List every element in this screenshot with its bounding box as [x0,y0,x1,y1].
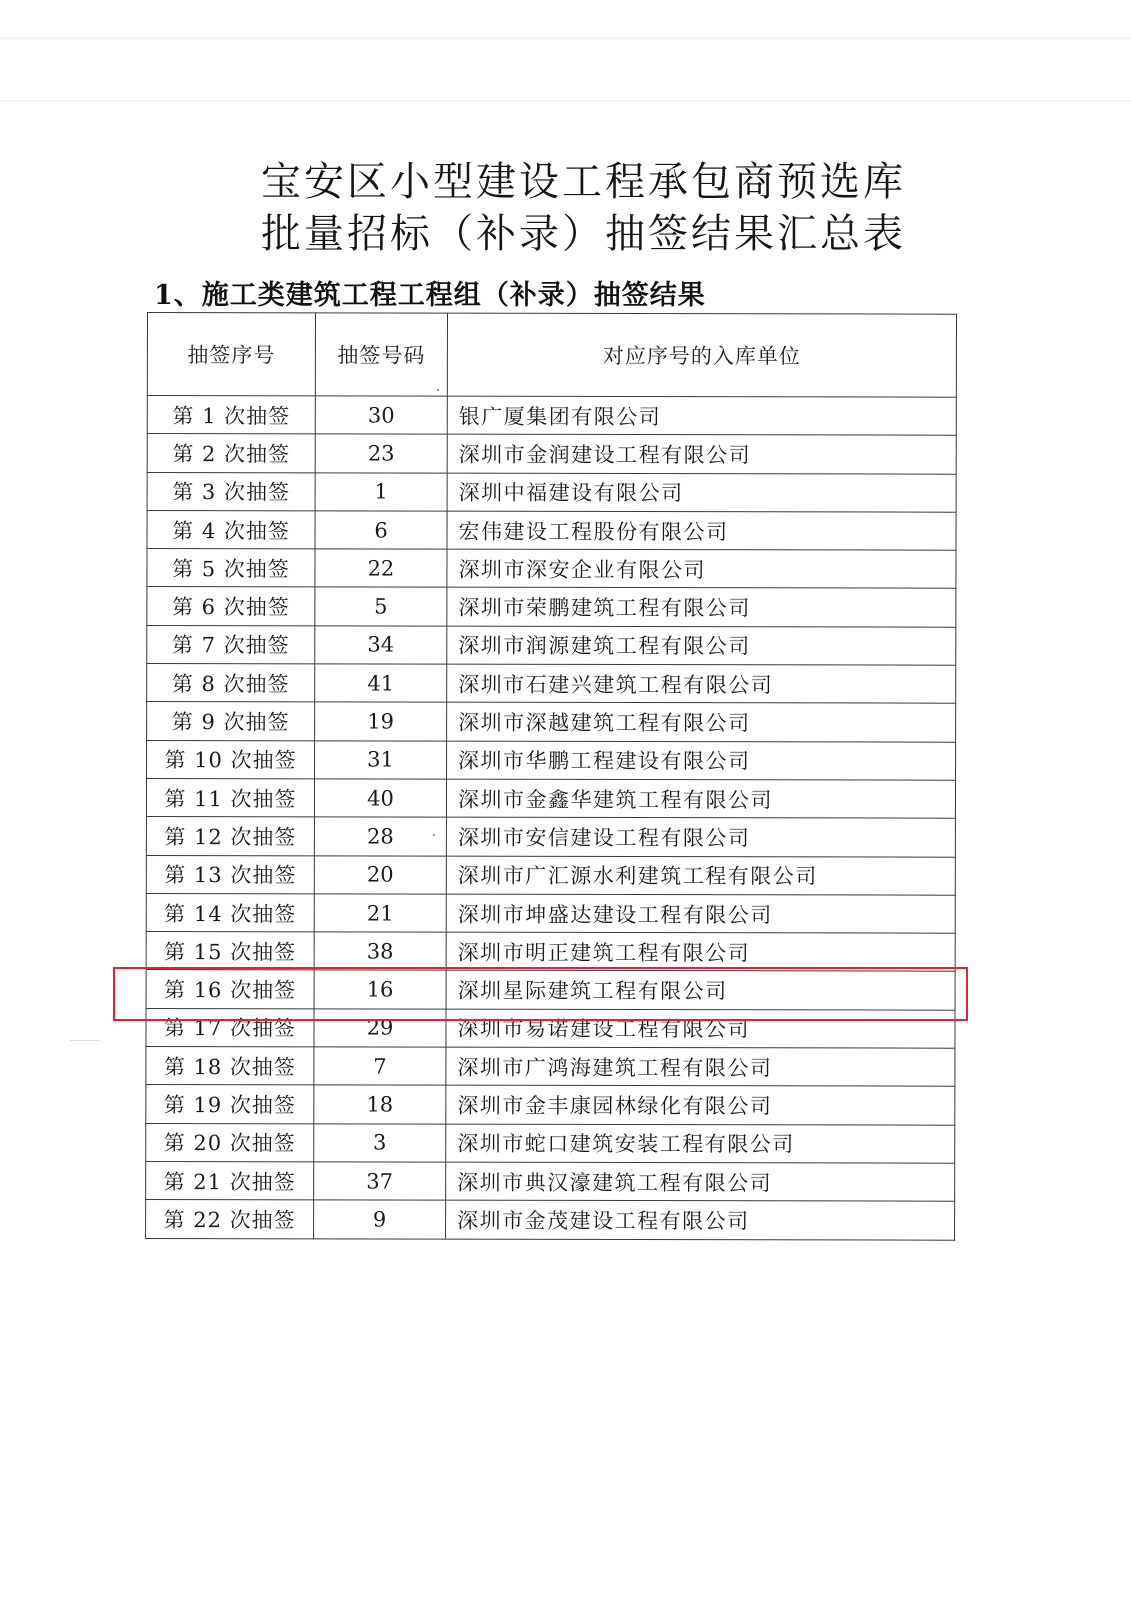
table-row [147,664,956,704]
cell-draw-number: 30 [315,396,447,435]
cell-company-name: 深圳市金润建设工程有限公司 [447,434,956,473]
cell-company-name: 深圳市安信建设工程有限公司 [446,817,955,856]
cell-company-name: 深圳市深安企业有限公司 [447,549,956,588]
scan-artifact-line [0,100,1131,101]
cell-draw-sequence: 第 12 次抽签 [146,817,314,856]
cell-draw-number: 31 [315,741,447,780]
cell-company-name: 银广厦集团有限公司 [447,396,956,435]
cell-company-name: 深圳市广鸿海建筑工程有限公司 [446,1047,955,1086]
cell-draw-sequence: 第 19 次抽签 [146,1085,314,1124]
cell-draw-number: 38 [314,932,446,971]
draw-results-table [145,312,957,1240]
cell-draw-number: 22 [315,549,447,588]
table-row [147,587,956,627]
cell-draw-sequence: 第 14 次抽签 [146,893,314,932]
cell-company-name: 深圳市金茂建设工程有限公司 [446,1200,955,1239]
table-row [147,702,956,742]
cell-draw-sequence: 第 4 次抽签 [147,510,315,549]
table-row [146,855,955,895]
highlight-box [113,967,968,1021]
cell-company-name: 深圳市明正建筑工程有限公司 [446,932,955,971]
cell-company-name: 深圳市深越建筑工程有限公司 [447,703,956,742]
table-row [147,625,956,665]
cell-draw-number: 34 [315,626,447,665]
cell-draw-sequence: 第 22 次抽签 [146,1200,314,1239]
cell-draw-sequence: 第 16 次抽签 [146,970,314,1009]
cell-company-name: 深圳星际建筑工程有限公司 [446,971,955,1010]
cell-company-name: 深圳市坤盛达建设工程有限公司 [446,894,955,933]
cell-company-name: 深圳市金丰康园林绿化有限公司 [446,1085,955,1124]
cell-draw-number: 37 [314,1162,446,1201]
cell-draw-number: 21 [314,894,446,933]
cell-company-name: 深圳市石建兴建筑工程有限公司 [447,664,956,703]
cell-draw-sequence: 第 2 次抽签 [147,434,315,473]
table-row [147,510,956,550]
cell-draw-number: 28 [314,817,446,856]
cell-draw-sequence: 第 6 次抽签 [147,587,315,626]
cell-draw-number: 1 [315,472,447,511]
cell-draw-number: 9 [314,1200,446,1239]
document-title-line-2: 批量招标（补录）抽签结果汇总表 [261,211,906,257]
table-row [146,1161,955,1201]
table-row [146,817,955,857]
cell-draw-number: 19 [315,702,447,741]
cell-draw-number: 41 [315,664,447,703]
table-row [146,1200,955,1240]
cell-draw-number: 40 [314,779,446,818]
cell-company-name: 深圳市典汉濠建筑工程有限公司 [446,1162,955,1201]
table-header-row [147,313,956,398]
cell-draw-sequence: 第 18 次抽签 [146,1047,314,1086]
cell-draw-sequence: 第 5 次抽签 [147,549,315,588]
cell-draw-number: 16 [314,970,446,1009]
cell-draw-sequence: 第 11 次抽签 [146,778,314,817]
cell-draw-sequence: 第 15 次抽签 [146,932,314,971]
cell-company-name: 深圳市润源建筑工程有限公司 [447,626,956,665]
cell-draw-number: 6 [315,511,447,550]
section-heading: 1、施工类建筑工程工程组（补录）抽签结果 [154,280,706,311]
cell-company-name: 深圳市荣鹏建筑工程有限公司 [447,588,956,627]
table-row [147,396,956,436]
cell-draw-number: 29 [314,1009,446,1048]
cell-company-name: 深圳市金鑫华建筑工程有限公司 [446,779,955,818]
table-row [147,740,956,780]
cell-draw-number: 5 [315,587,447,626]
table-row [146,1047,955,1087]
cell-company-name: 深圳市华鹏工程建设有限公司 [447,741,956,780]
cell-draw-sequence: 第 9 次抽签 [147,702,315,741]
table-row [146,1123,955,1163]
cell-draw-number: 7 [314,1047,446,1086]
cell-draw-number: 3 [314,1123,446,1162]
scan-speck [70,1040,100,1041]
table-row [147,472,956,512]
scan-speck [437,389,439,391]
document-title-line-1: 宝安区小型建设工程承包商预选库 [261,159,906,205]
cell-draw-number: 20 [314,855,446,894]
cell-draw-sequence: 第 7 次抽签 [147,625,315,664]
cell-company-name: 宏伟建设工程股份有限公司 [447,511,956,550]
cell-draw-sequence: 第 21 次抽签 [146,1161,314,1200]
cell-draw-number: 18 [314,1085,446,1124]
scan-artifact-line [0,38,1131,39]
cell-company-name: 深圳市蛇口建筑安装工程有限公司 [446,1124,955,1163]
cell-draw-sequence: 第 10 次抽签 [147,740,315,779]
cell-draw-sequence: 第 20 次抽签 [146,1123,314,1162]
cell-draw-sequence: 第 13 次抽签 [146,855,314,894]
table-row [146,1085,955,1125]
cell-company-name: 深圳市广汇源水利建筑工程有限公司 [446,856,955,895]
cell-company-name: 深圳市易诺建设工程有限公司 [446,1009,955,1048]
table-row [147,434,956,474]
header-registered-company: 对应序号的入库单位 [447,313,956,397]
cell-draw-sequence: 第 1 次抽签 [147,396,315,435]
header-draw-sequence: 抽签序号 [147,313,315,396]
scan-speck [433,834,435,836]
table-row [146,778,955,818]
table-row [146,893,955,933]
cell-draw-sequence: 第 3 次抽签 [147,472,315,511]
cell-draw-sequence: 第 17 次抽签 [146,1008,314,1047]
table-row [147,549,956,589]
cell-draw-number: 23 [315,434,447,473]
table-body [146,396,957,1240]
cell-company-name: 深圳中福建设有限公司 [447,473,956,512]
header-draw-number: 抽签号码 [315,313,447,396]
cell-draw-sequence: 第 8 次抽签 [147,664,315,703]
table-row [146,932,955,972]
